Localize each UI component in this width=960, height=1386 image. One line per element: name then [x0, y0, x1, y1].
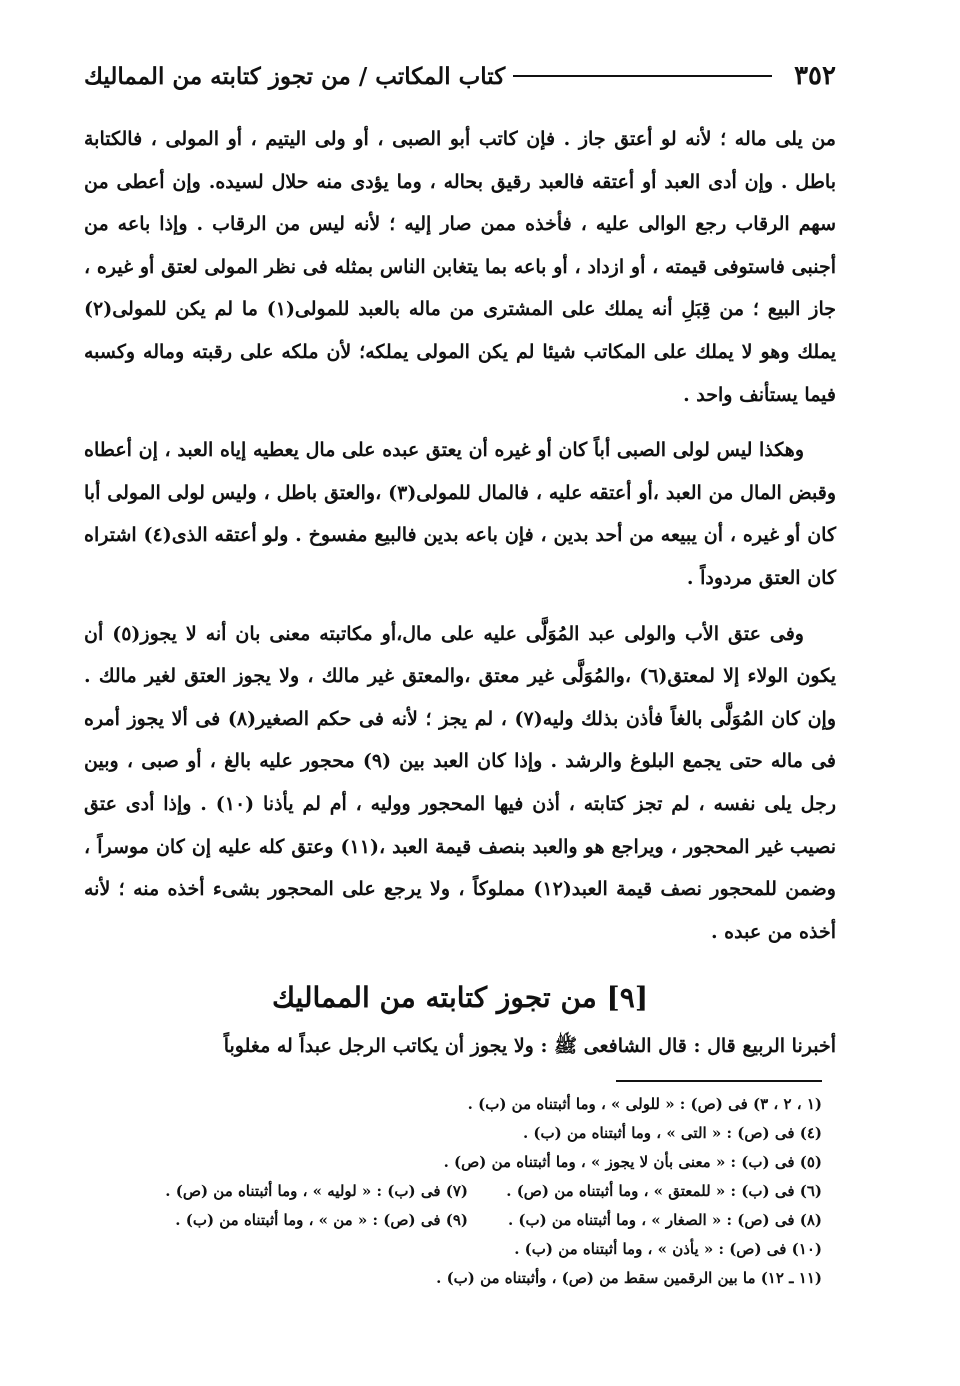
footnote: (٧) فى (ب) : « لوليه » ، وما أثبتناه من (ص) .: [165, 1182, 468, 1200]
footnote-separator: [616, 1080, 822, 1082]
footnote: (١٠) فى (ص) : « يأذن » ، وما أثبتناه من (ب) .: [514, 1240, 822, 1258]
footnote-row: [84, 1206, 836, 1235]
paragraph: وهكذا ليس لولى الصبى أباً كان أو غيره أن يعتق عبده على مال يعطيه إياه العبد ، إن أعطاه وقبض المال من العبد ،أو أعتقه عليه ، فالمال للمولى(٣) ،والعتق باطل ، وليس لولى المولى أبا كان أو غيره ، أن يبيعه من أحد بدين ، فإن باعه بدين فالبيع مفسوخ . ولو أعتقه الذى(٤) اشتراه كان العتق مردوداً .: [84, 439, 836, 589]
footnote-row: [84, 1148, 836, 1177]
paragraph: وفى عتق الأب والولى عبد المُوَلَّى عليه على مال،أو مكاتبته معنى بان أنه لا يجوز(٥) أن يكون الولاء إلا لمعتق(٦) ،والمُوَلَّى غير معتق ،والمعتق غير مالك ، ولا يجوز العتق لغير مالك . وإن كان المُوَلَّى بالغاً فأذن بذلك وليه(٧) ، لم يجز ؛ لأنه فى حكم الصغير(٨) فى ألا يجوز أمره فى ماله حتى يجمع البلوغ والرشد . وإذا كان العبد بين (٩) محجور عليه بالغ ، أو صبى ، وبين رجل يلى نفسه ، لم تجز كتابته ، أذن فيها المحجور ووليه ، أم لم يأذنا (١٠) . وإذا أدى عتق نصيب غير المحجور ، ويراجع هو والعبد بنصف قيمة العبد ،(١١) وعتق كله عليه إن كان موسراً ، وضمن للمحجور نصف قيمة العبد(١٢) مملوكاً ، ولا يرجع على المحجور بشىء أخذه منه ؛ لأنه أخذه من عبده .: [84, 622, 836, 943]
footnote-row: [84, 1177, 836, 1206]
footnote-row: [84, 1090, 836, 1119]
footnotes: [84, 1090, 836, 1293]
body-text: [84, 118, 836, 953]
footnote: (٨) فى (ص) : « الصغار » ، وما أثبتناه من (ب) .: [507, 1211, 822, 1229]
footnote: (٦) فى (ب) : « للمعتق » ، وما أثبتناه من (ص) .: [506, 1182, 822, 1200]
header-rule: [513, 75, 772, 77]
page-header: [84, 58, 836, 94]
page-number: ٣٥٢: [794, 61, 836, 91]
footnote: (١ ، ٢ ، ٣) فى (ص) : « للولى » ، وما أثبتناه من (ب) .: [467, 1095, 822, 1113]
footnote: (٩) فى (ص) : « من » ، وما أثبتناه من (ب) .: [175, 1211, 468, 1229]
footnote-row: [84, 1264, 836, 1293]
footnote: (٥) فى (ب) : « معنى بأن لا يجوز » ، وما أثبتناه من (ص) .: [443, 1153, 822, 1171]
section-intro: أخبرنا الربيع قال : قال الشافعى ﷺ : ولا يجوز أن يكاتب الرجل عبداً له مغلوباً: [223, 1035, 836, 1057]
footnote-row: [84, 1235, 836, 1264]
section-heading: [٩] من تجوز كتابته من المماليك: [271, 981, 649, 1014]
running-title: كتاب المكاتب / من تجوز كتابته من المماليك: [84, 62, 506, 90]
footnote: (١١ ـ ١٢) ما بين الرقمين سقط من (ص) ، وأثبتناه من (ب) .: [436, 1269, 822, 1287]
paragraph: من يلى ماله ؛ لأنه لو أعتق جاز . فإن كاتب أبو الصبى ، أو ولى اليتيم ، أو المولى ، فالكتابة باطل . وإن أدى العبد أو أعتقه فالعبد رقيق بحاله ، وما يؤدى منه حلال لسيده. وإن أعطى من سهم الرقاب رجع الوالى عليه ، فأخذه ممن صار إليه ؛ لأنه ليس من الرقاب . وإذا باعه من أجنبى فاستوفى قيمته ، أو ازداد ، أو باعه بما يتغابن الناس بمثله فى نظر المولى لعتق أو غيره ، جاز البيع ؛ من قِبَلِ أنه يملك على المشترى من ماله بالعبد للمولى(١) ما لم يكن للمولى(٢) يملك وهو لا يملك على المكاتب شيئا لم يكن المولى يملكه؛ لأن ملكه على رقبته وماله وكسبه فيما يستأنف واحد .: [84, 128, 836, 406]
footnote-row: [84, 1119, 836, 1148]
footnote: (٤) فى (ص) : « التى » ، وما أثبتناه من (ب) .: [522, 1124, 822, 1142]
